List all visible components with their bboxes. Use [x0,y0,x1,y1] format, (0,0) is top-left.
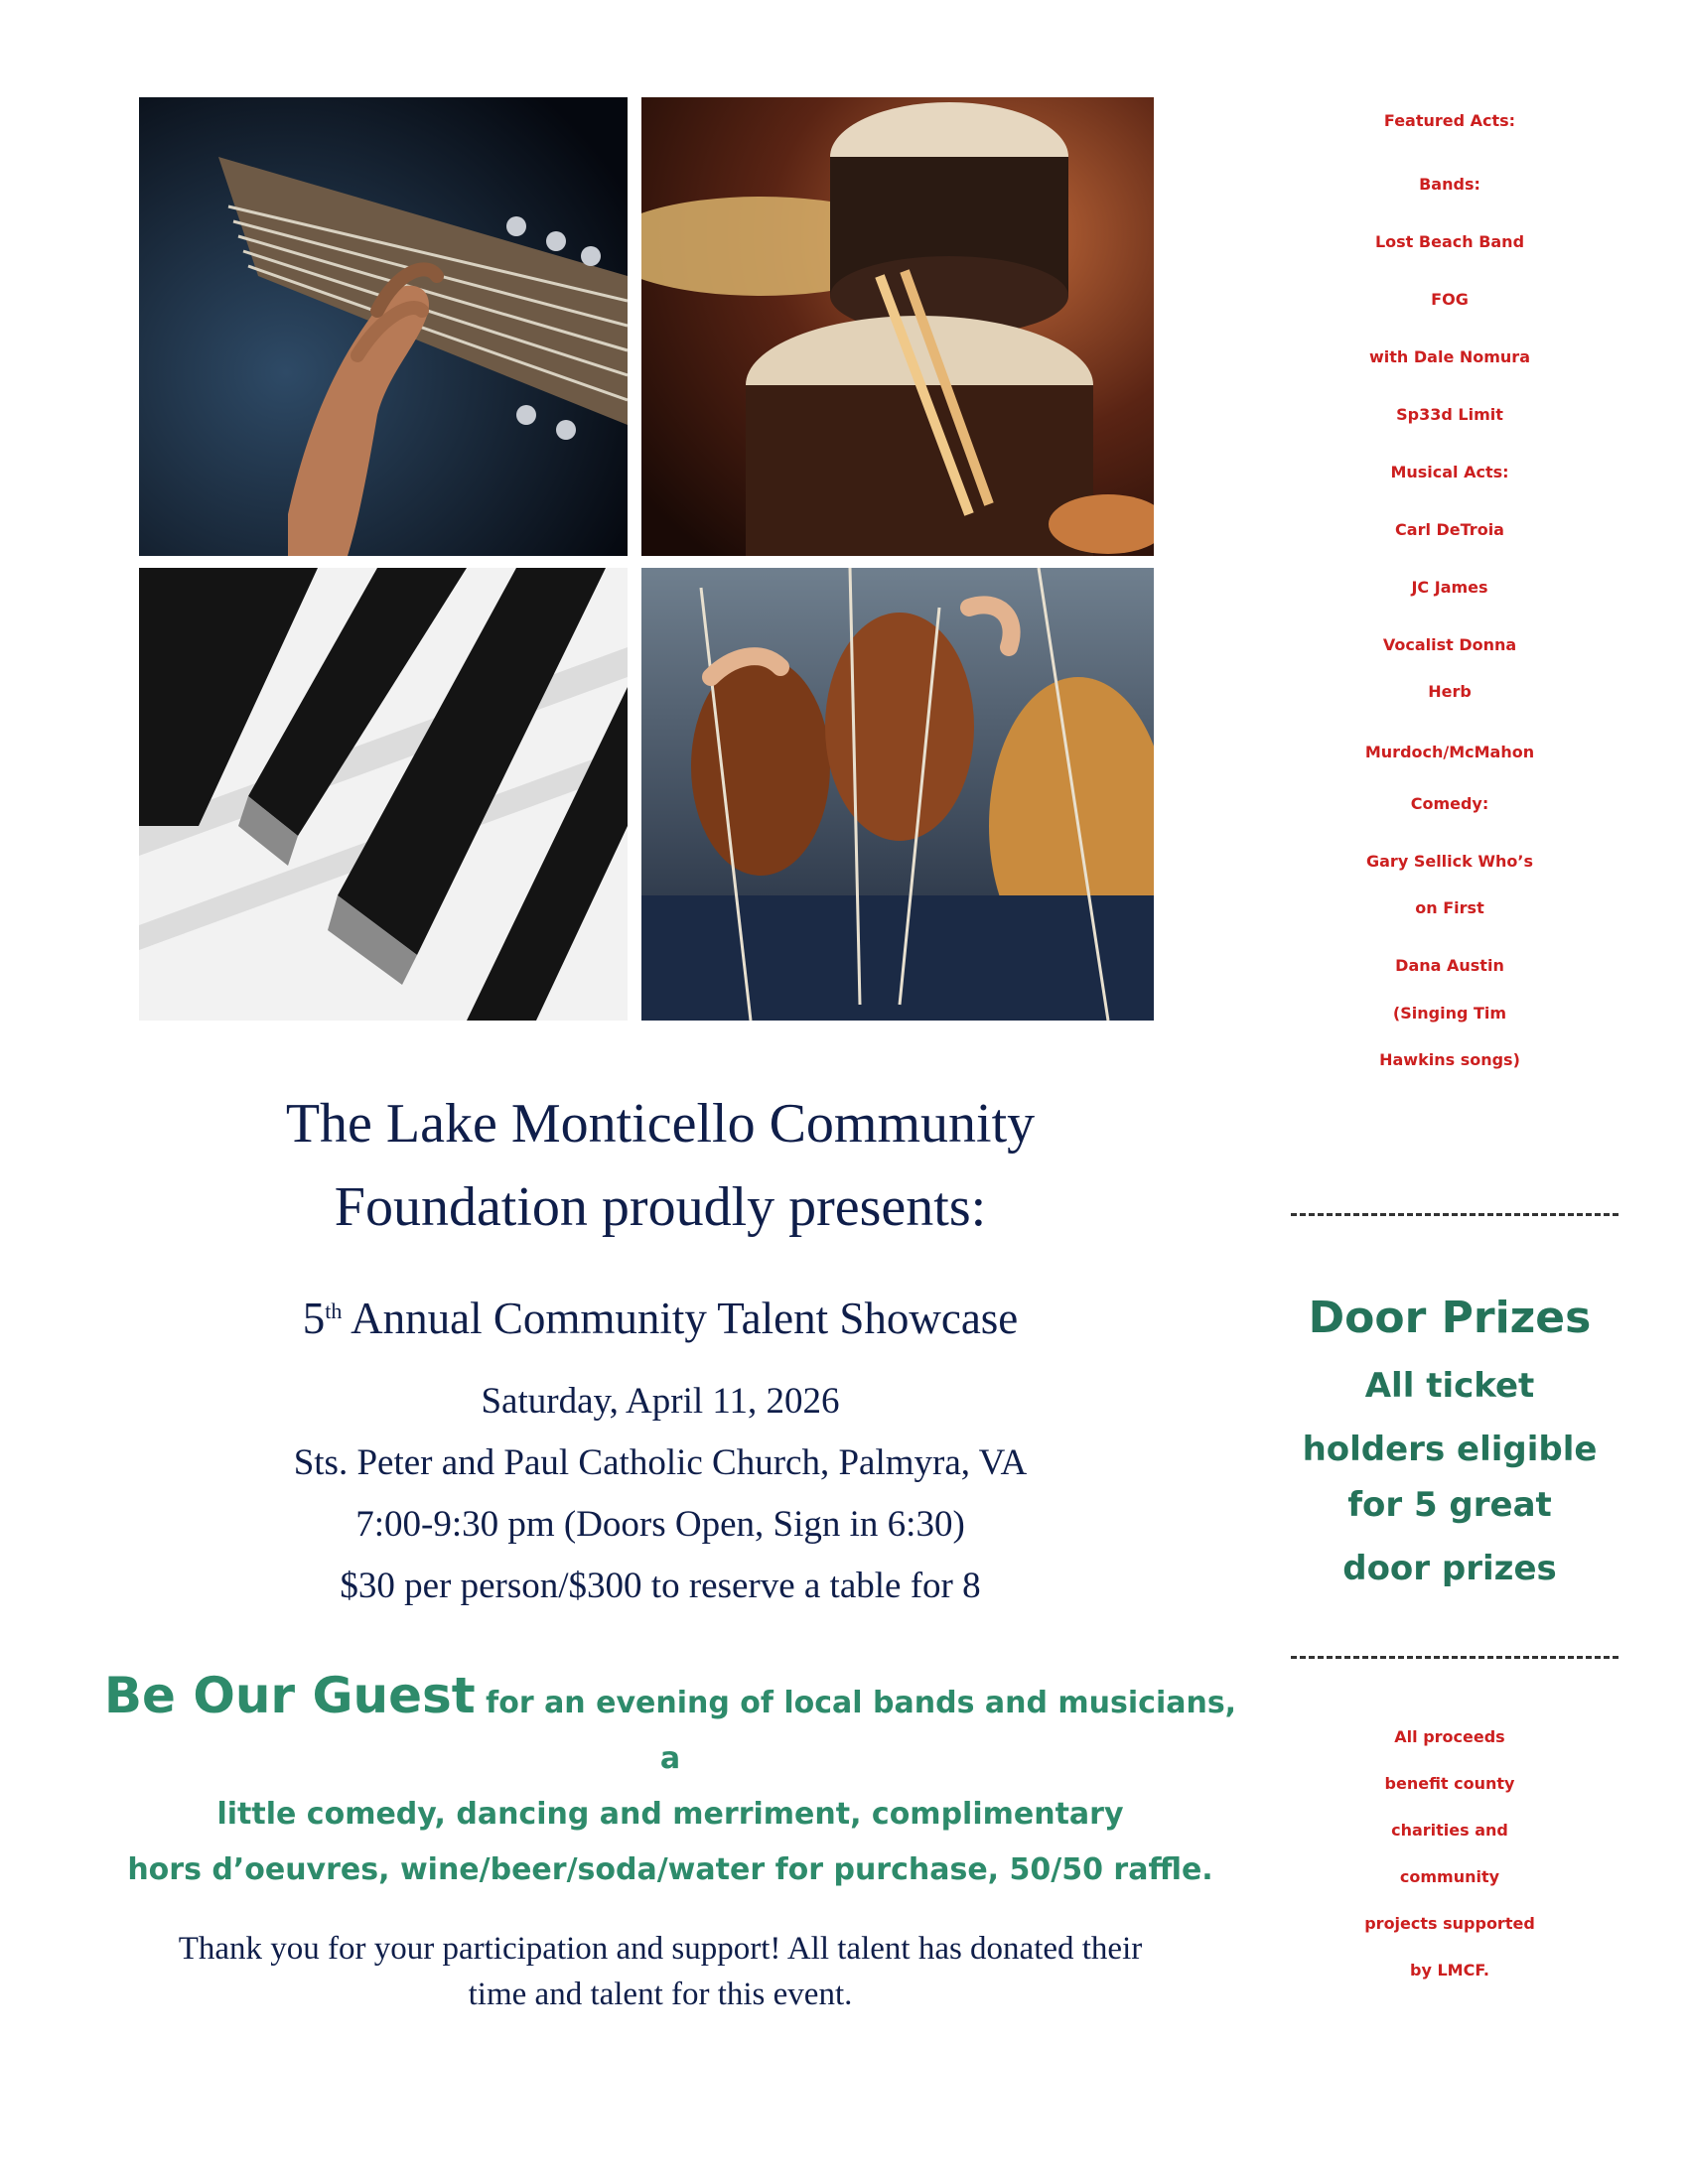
band-item: Lost Beach Band [1374,232,1525,251]
door-prize-line: door prizes [1342,1549,1557,1588]
proceeds-line: All proceeds [1394,1727,1505,1746]
band-item: Sp33d Limit [1396,405,1503,424]
event-ordinal-number: 5 [302,1294,326,1343]
musical-act-item: Vocalist Donna [1382,635,1517,654]
proceeds-line: community [1399,1867,1500,1886]
violins-photo [641,568,1154,1021]
comedy-item: Hawkins songs) [1379,1050,1520,1069]
thanks-line-2: time and talent for this event. [468,1977,853,2012]
musical-act-item: Carl DeTroia [1395,520,1504,539]
event-location: Sts. Peter and Paul Catholic Church, Palmyra, VA [293,1442,1028,1483]
event-price: $30 per person/$300 to reserve a table for 8 [340,1566,981,1606]
comedy-heading: Comedy: [1410,794,1489,813]
door-prize-line: for 5 great [1347,1485,1552,1525]
foundation-intro [119,1082,1201,1249]
featured-acts-heading: Featured Acts: [1383,111,1516,130]
thank-you-note [79,1926,1241,2017]
door-prize-line: holders eligible [1302,1430,1598,1469]
musical-act-item: JC James [1411,578,1488,597]
musical-act-item: Herb [1428,682,1472,701]
divider [1291,1656,1618,1659]
guest-line-1: for an evening of local bands and musicians, a [475,1686,1237,1776]
bands-heading: Bands: [1419,175,1480,194]
comedy-item: Dana Austin [1395,956,1504,975]
band-item: FOG [1431,290,1469,309]
event-ordinal-suffix: th [325,1298,343,1323]
proceeds-line: charities and [1391,1821,1508,1840]
divider [1291,1213,1618,1216]
guitar-photo [139,97,628,556]
event-title-text: Annual Community Talent Showcase [342,1294,1019,1343]
intro-line-2: Foundation proudly presents: [334,1176,987,1238]
guest-line-2: little comedy, dancing and merriment, complimentary [216,1797,1124,1832]
comedy-item: on First [1415,898,1484,917]
event-date: Saturday, April 11, 2026 [481,1381,840,1422]
guest-lead: Be Our Guest [103,1667,476,1724]
door-prizes-heading: Door Prizes [1308,1293,1592,1343]
guest-line-3: hors d’oeuvres, wine/beer/soda/water for purchase, 50/50 raffle. [127,1852,1213,1887]
thanks-line-1: Thank you for your participation and support! All talent has donated their [178,1931,1143,1967]
comedy-item: (Singing Tim [1392,1004,1507,1023]
intro-line-1: The Lake Monticello Community [285,1093,1036,1155]
door-prize-line: All ticket [1364,1366,1535,1406]
piano-keys-photo [139,568,628,1021]
musical-act-item: Murdoch/McMahon [1364,743,1535,761]
guest-description [99,1668,1241,1898]
proceeds-line: projects supported [1364,1914,1535,1933]
drums-photo [641,97,1154,556]
event-title [119,1293,1201,1344]
proceeds-line: benefit county [1384,1774,1515,1793]
musical-acts-heading: Musical Acts: [1390,463,1509,481]
proceeds-line: by LMCF. [1410,1961,1489,1979]
event-time: 7:00-9:30 pm (Doors Open, Sign in 6:30) [355,1504,965,1545]
comedy-item: Gary Sellick Who’s [1366,852,1533,871]
band-item: with Dale Nomura [1369,347,1530,366]
